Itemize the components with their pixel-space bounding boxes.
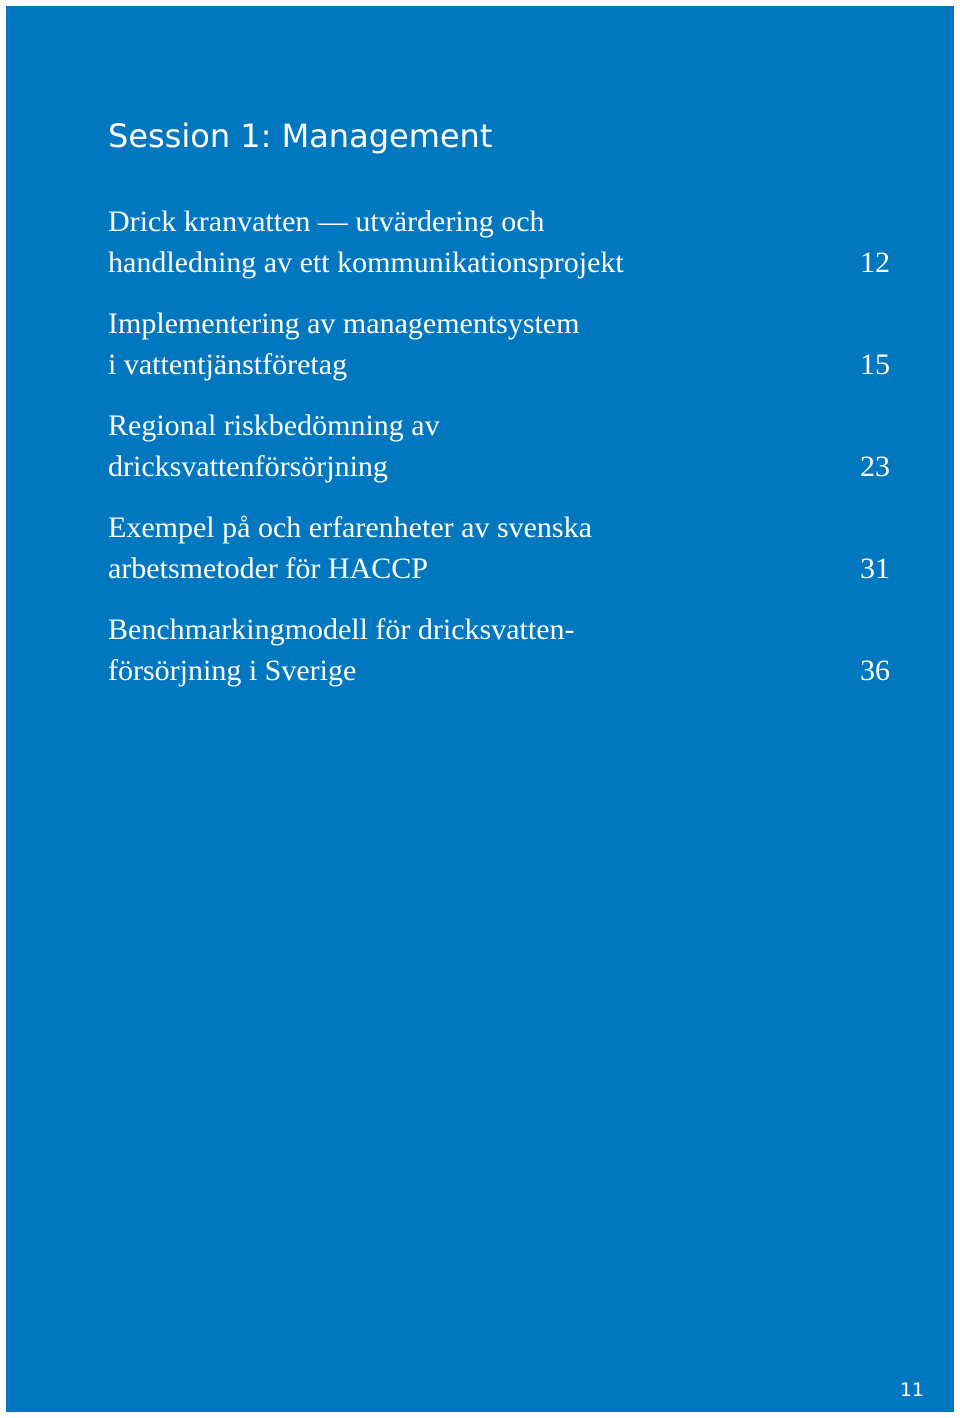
- table-of-contents: [108, 202, 890, 712]
- toc-entry[interactable]: [108, 202, 890, 283]
- footer-page-number: 11: [899, 1379, 924, 1401]
- toc-entry-page-number: 36: [860, 653, 890, 687]
- section-title: Session 1: Management: [108, 117, 493, 155]
- toc-entry-page-number: 15: [860, 347, 890, 381]
- toc-entry-title-line: handledning av ett kommunikationsprojekt: [108, 245, 624, 279]
- toc-entry-page-number: 12: [860, 245, 890, 279]
- toc-entry[interactable]: [108, 406, 890, 487]
- toc-entry-title-line: Drick kranvatten — utvärdering och: [108, 205, 545, 238]
- toc-entry-title-line: Exempel på och erfarenheter av svenska: [108, 511, 592, 544]
- toc-entry[interactable]: [108, 508, 890, 589]
- toc-entry-page-number: 31: [860, 551, 890, 585]
- toc-entry-title-line: Regional riskbedömning av: [108, 409, 440, 442]
- toc-entry-title-line: försörjning i Sverige: [108, 653, 357, 687]
- toc-entry[interactable]: [108, 304, 890, 385]
- toc-entry-title-line: i vattentjänstföretag: [108, 347, 348, 381]
- toc-entry[interactable]: [108, 610, 890, 691]
- toc-entry-title-line: arbetsmetoder för HACCP: [108, 551, 428, 585]
- toc-entry-title-line: Implementering av managementsystem: [108, 307, 580, 340]
- document-page: [6, 6, 954, 1412]
- toc-entry-title-line: Benchmarkingmodell för dricksvatten-: [108, 613, 575, 646]
- toc-entry-page-number: 23: [860, 449, 890, 483]
- toc-entry-title-line: dricksvattenförsörjning: [108, 449, 388, 483]
